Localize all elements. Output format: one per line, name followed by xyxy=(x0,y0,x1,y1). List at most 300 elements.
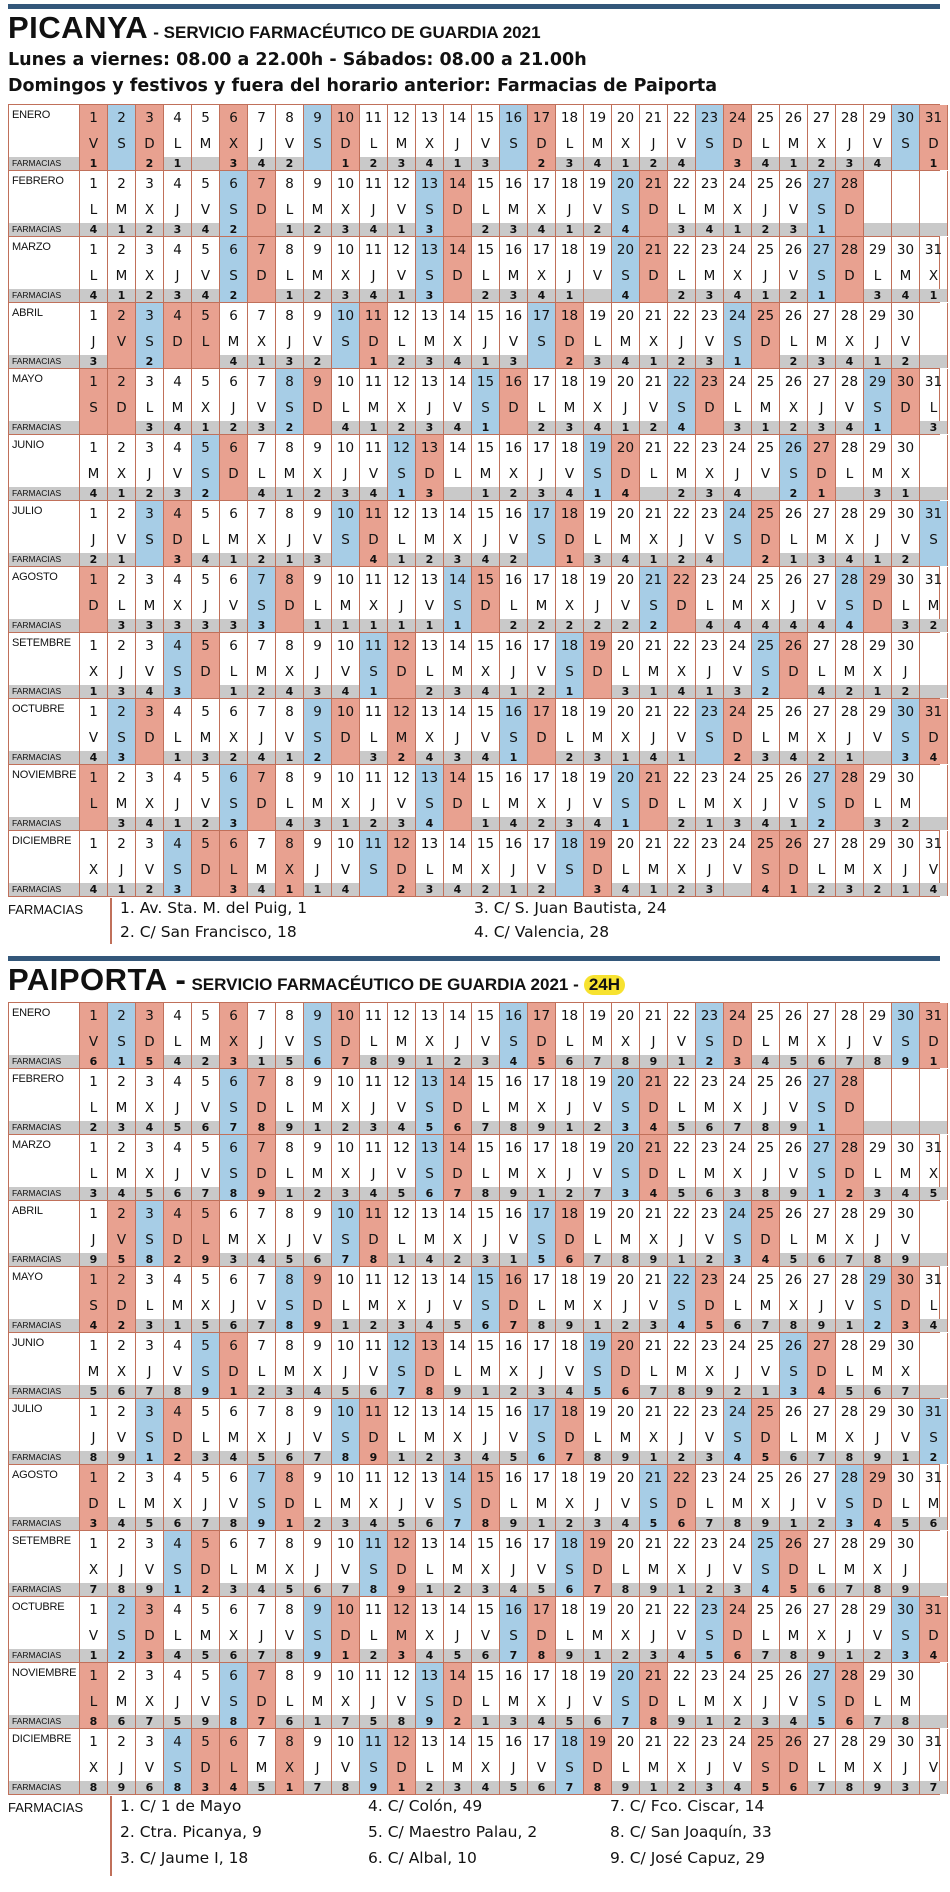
pharmacy-number: 1 xyxy=(584,1649,611,1662)
day-cell xyxy=(332,1135,360,1200)
pharmacy-number: 5 xyxy=(388,1187,415,1200)
day-cell xyxy=(808,567,836,632)
weekday-letter: V xyxy=(284,1628,295,1644)
weekday-letter: M xyxy=(563,1298,576,1314)
weekday-letter: S xyxy=(257,598,266,614)
weekday-letter: J xyxy=(119,664,124,680)
pharmacy-number: 1 xyxy=(304,619,331,632)
weekday-letter: J xyxy=(511,1562,516,1578)
day-cell xyxy=(80,1267,108,1332)
day-number: 5 xyxy=(201,1734,210,1750)
day-number: 19 xyxy=(588,1602,607,1618)
day-cell xyxy=(556,1531,584,1596)
day-number: 22 xyxy=(672,1734,691,1750)
day-number: 30 xyxy=(896,704,915,720)
day-cell xyxy=(556,1333,584,1398)
day-cell xyxy=(640,1729,668,1794)
pharmacy-number: 3 xyxy=(220,1583,247,1596)
pharmacy-number: 4 xyxy=(752,817,779,830)
weekday-letter: J xyxy=(91,1430,96,1446)
month-label-cell xyxy=(9,1267,80,1332)
day-number: 1 xyxy=(89,572,98,588)
pharmacy-number: 5 xyxy=(276,1253,303,1266)
day-cell xyxy=(472,303,500,368)
pharmacy-number xyxy=(108,157,135,170)
pharmacy-number xyxy=(108,421,135,434)
weekday-letter: D xyxy=(648,268,659,284)
weekday-letter: V xyxy=(900,334,911,350)
paiporta-header xyxy=(8,962,625,998)
day-cell xyxy=(780,1531,808,1596)
day-cell xyxy=(304,1069,332,1134)
day-number: 29 xyxy=(868,1602,887,1618)
day-number: 12 xyxy=(392,1734,411,1750)
month-name: JULIO xyxy=(12,505,43,517)
day-number: 27 xyxy=(812,1206,831,1222)
day-cell xyxy=(80,105,108,170)
day-cell xyxy=(892,567,920,632)
day-number: 12 xyxy=(392,1074,411,1090)
day-cell xyxy=(388,303,416,368)
day-number: 8 xyxy=(285,1734,294,1750)
day-cell xyxy=(920,435,948,500)
pharmacy-number xyxy=(360,883,387,896)
day-cell xyxy=(836,1663,864,1728)
day-cell xyxy=(276,1465,304,1530)
day-cell xyxy=(808,1399,836,1464)
pharmacy-number: 9 xyxy=(80,1253,107,1266)
day-number: 29 xyxy=(868,374,887,390)
day-cell xyxy=(136,1267,164,1332)
day-number: 14 xyxy=(448,704,467,720)
day-number: 9 xyxy=(313,1602,322,1618)
weekday-letter: J xyxy=(595,598,600,614)
day-number: 11 xyxy=(364,1338,383,1354)
day-number: 2 xyxy=(117,1338,126,1354)
pharmacy-number: 1 xyxy=(388,1451,415,1464)
weekday-letter: X xyxy=(424,1628,435,1644)
day-cell xyxy=(444,435,472,500)
day-cell xyxy=(892,831,920,896)
weekday-letter: D xyxy=(116,1298,127,1314)
day-number: 19 xyxy=(588,638,607,654)
weekday-letter: V xyxy=(872,1628,883,1644)
weekday-letter: D xyxy=(200,862,211,878)
day-cell xyxy=(752,1663,780,1728)
pharmacy-number: 4 xyxy=(556,1385,583,1398)
pharmacy-number: 6 xyxy=(220,1649,247,1662)
weekday-letter: M xyxy=(115,1166,128,1182)
day-number: 25 xyxy=(756,638,775,654)
day-cell xyxy=(136,1135,164,1200)
weekday-letter: X xyxy=(536,268,547,284)
pharmacy-number: 2 xyxy=(136,487,163,500)
day-cell xyxy=(808,1663,836,1728)
day-cell xyxy=(276,105,304,170)
day-number: 5 xyxy=(201,638,210,654)
weekday-letter: S xyxy=(817,1166,826,1182)
day-cell xyxy=(724,1201,752,1266)
day-cell xyxy=(192,831,220,896)
day-number: 10 xyxy=(336,572,355,588)
day-number: 20 xyxy=(616,308,635,324)
day-cell xyxy=(136,237,164,302)
weekday-letter: M xyxy=(451,1760,464,1776)
month-label-cell xyxy=(9,105,80,170)
weekday-letter: M xyxy=(507,1100,520,1116)
day-number: 20 xyxy=(616,1074,635,1090)
day-cell xyxy=(780,1267,808,1332)
weekday-letter: D xyxy=(452,796,463,812)
day-cell xyxy=(444,303,472,368)
day-cell xyxy=(612,303,640,368)
pharmacy-number: 3 xyxy=(836,883,863,896)
weekday-letter: D xyxy=(816,466,827,482)
month-row xyxy=(8,1002,943,1068)
day-cell xyxy=(612,567,640,632)
day-cell xyxy=(892,105,920,170)
pharmacy-number: 7 xyxy=(593,1583,602,1596)
weekday-letter: L xyxy=(929,1298,938,1314)
month-row xyxy=(8,104,943,170)
day-cell xyxy=(444,1135,472,1200)
day-cell xyxy=(164,435,192,500)
day-number: 6 xyxy=(229,440,238,456)
day-number: 12 xyxy=(392,1206,411,1222)
day-number: 9 xyxy=(313,1272,322,1288)
pharmacy-number: 3 xyxy=(173,553,182,566)
weekday-letter: M xyxy=(843,664,856,680)
weekday-letter xyxy=(864,1095,891,1121)
day-number: 15 xyxy=(476,110,495,126)
pharmacy-number: 7 xyxy=(453,1187,462,1200)
day-cell xyxy=(752,831,780,896)
day-number: 17 xyxy=(532,572,551,588)
day-number: 9 xyxy=(313,1074,322,1090)
weekday-letter: L xyxy=(565,1034,574,1050)
weekday-letter: V xyxy=(760,466,771,482)
day-cell xyxy=(864,1267,892,1332)
day-cell xyxy=(920,237,948,302)
day-cell xyxy=(668,1663,696,1728)
day-cell xyxy=(360,1531,388,1596)
day-number: 6 xyxy=(229,1734,238,1750)
weekday-letter: X xyxy=(424,136,435,152)
pharmacy-number: 7 xyxy=(808,1781,835,1794)
weekday-letter: X xyxy=(256,1430,267,1446)
weekday-letter: M xyxy=(339,598,352,614)
day-cell xyxy=(892,501,920,566)
pharmacy-number: 2 xyxy=(117,1649,126,1662)
day-cell xyxy=(192,699,220,764)
day-cell xyxy=(724,237,752,302)
day-number: 27 xyxy=(812,1470,831,1486)
weekday-letter: J xyxy=(147,1364,152,1380)
pharmacy-number: 3 xyxy=(220,619,247,632)
day-number: 16 xyxy=(504,1272,523,1288)
day-number: 29 xyxy=(868,308,887,324)
weekday-letter: J xyxy=(707,862,712,878)
pharmacy-number: 8 xyxy=(500,1121,527,1134)
day-cell xyxy=(640,237,668,302)
day-cell xyxy=(276,765,304,830)
day-number: 20 xyxy=(616,1404,635,1420)
weekday-letter: S xyxy=(425,202,434,218)
weekday-letter: J xyxy=(231,1298,236,1314)
weekday-letter: L xyxy=(677,268,686,284)
weekday-letter: V xyxy=(452,400,463,416)
day-cell xyxy=(472,1135,500,1200)
day-number: 7 xyxy=(257,1338,266,1354)
pharmacy-number: 5 xyxy=(248,1781,275,1794)
day-cell xyxy=(304,765,332,830)
day-cell xyxy=(808,369,836,434)
day-cell xyxy=(640,303,668,368)
weekday-letter: V xyxy=(312,1430,323,1446)
weekday-letter: D xyxy=(592,1760,603,1776)
day-number: 18 xyxy=(560,308,579,324)
weekday-letter: J xyxy=(567,268,572,284)
day-cell xyxy=(416,1333,444,1398)
day-number: 29 xyxy=(868,704,887,720)
weekday-letter: M xyxy=(311,796,324,812)
weekday-letter: S xyxy=(117,730,126,746)
pharmacy-number: 8 xyxy=(164,1385,191,1398)
day-cell xyxy=(248,1531,276,1596)
weekday-letter: V xyxy=(676,1034,687,1050)
day-number: 19 xyxy=(588,374,607,390)
day-cell xyxy=(556,699,584,764)
pharmacy-number: 5 xyxy=(192,1319,219,1332)
day-cell xyxy=(528,501,556,566)
day-cell xyxy=(220,1729,248,1794)
weekday-letter: X xyxy=(900,466,911,482)
pharmacy-number xyxy=(640,487,667,500)
pharmacy-number: 3 xyxy=(444,751,471,764)
weekday-letter: V xyxy=(340,1760,351,1776)
pharmacy-number: 3 xyxy=(173,883,182,896)
pharmacy-number: 1 xyxy=(556,223,583,236)
day-cell xyxy=(416,1267,444,1332)
pharmacy-number xyxy=(668,619,695,632)
day-number: 14 xyxy=(448,440,467,456)
pharmacy-number: 2 xyxy=(229,223,238,236)
weekday-letter: M xyxy=(451,1562,464,1578)
pharmacy-number: 6 xyxy=(276,1451,303,1464)
pharmacy-number: 7 xyxy=(136,1385,163,1398)
pharmacy-number: 2 xyxy=(556,751,583,764)
pharmacy-number: 4 xyxy=(920,883,947,896)
weekday-letter: D xyxy=(732,136,743,152)
weekday-letter: M xyxy=(311,202,324,218)
pharmacy-number xyxy=(304,157,331,170)
pharmacy-number: 5 xyxy=(780,1253,807,1266)
day-number: 29 xyxy=(868,440,887,456)
weekday-letter: M xyxy=(143,598,156,614)
day-cell xyxy=(752,303,780,368)
pharmacy-number: 9 xyxy=(136,1583,163,1596)
pharmacy-number: 5 xyxy=(360,1715,387,1728)
day-number: 14 xyxy=(448,1734,467,1750)
day-number: 24 xyxy=(728,176,747,192)
day-cell xyxy=(444,699,472,764)
weekday-letter xyxy=(920,1557,947,1583)
day-number: 11 xyxy=(364,440,383,456)
weekday-letter: D xyxy=(900,400,911,416)
day-number: 30 xyxy=(896,1536,915,1552)
day-number: 23 xyxy=(700,176,719,192)
pharmacy-number: 3 xyxy=(864,817,891,830)
day-cell xyxy=(836,1135,864,1200)
legend-item: 2. C/ San Francisco, 18 xyxy=(120,923,297,941)
pharmacy-number: 2 xyxy=(248,685,275,698)
day-cell xyxy=(444,1267,472,1332)
pharmacy-number: 6 xyxy=(808,1583,835,1596)
day-cell xyxy=(920,1201,948,1266)
day-cell xyxy=(108,435,136,500)
weekday-letter: L xyxy=(173,1034,182,1050)
weekday-letter: M xyxy=(255,664,268,680)
pharmacy-number: 7 xyxy=(257,1715,266,1728)
day-cell xyxy=(248,1003,276,1068)
day-number: 3 xyxy=(145,176,154,192)
day-cell xyxy=(220,1267,248,1332)
pharmacy-number: 4 xyxy=(416,751,443,764)
day-number: 12 xyxy=(392,572,411,588)
day-cell xyxy=(836,1333,864,1398)
pharmacy-number: 9 xyxy=(780,1187,807,1200)
weekday-letter: M xyxy=(619,532,632,548)
farmacias-row-label: FARMACIAS xyxy=(9,1055,79,1068)
day-number: 22 xyxy=(672,704,691,720)
farmacias-row-label: FARMACIAS xyxy=(9,619,79,632)
day-cell xyxy=(584,1597,612,1662)
day-cell xyxy=(528,633,556,698)
weekday-letter: L xyxy=(593,334,602,350)
day-cell xyxy=(220,567,248,632)
picanya-hours-sundays: Domingos y festivos y fuera del horario anterior: Farmacias de Paiporta xyxy=(8,76,718,96)
day-cell xyxy=(304,1597,332,1662)
day-number: 15 xyxy=(476,374,495,390)
pharmacy-number: 8 xyxy=(481,1517,490,1530)
day-number: 17 xyxy=(532,308,551,324)
weekday-letter: S xyxy=(929,1430,938,1446)
day-number: 13 xyxy=(420,242,439,258)
day-number: 6 xyxy=(229,176,238,192)
day-number: 4 xyxy=(173,1074,182,1090)
pharmacy-number: 7 xyxy=(332,1583,359,1596)
weekday-letter: X xyxy=(620,730,631,746)
pharmacy-number: 4 xyxy=(864,157,891,170)
day-cell xyxy=(304,369,332,434)
day-number: 31 xyxy=(924,704,943,720)
day-number: 4 xyxy=(173,1404,182,1420)
day-cell xyxy=(80,765,108,830)
day-number: 19 xyxy=(588,1272,607,1288)
day-cell xyxy=(192,765,220,830)
pharmacy-number: 3 xyxy=(584,1517,611,1530)
weekday-letter: X xyxy=(872,664,883,680)
pharmacy-number: 5 xyxy=(761,1451,770,1464)
weekday-letter: L xyxy=(201,1232,210,1248)
pharmacy-number: 6 xyxy=(304,1583,331,1596)
pharmacy-number: 7 xyxy=(621,1715,630,1728)
pharmacy-number: 5 xyxy=(892,1517,919,1530)
pharmacy-number: 3 xyxy=(444,553,471,566)
weekday-letter: L xyxy=(397,1430,406,1446)
pharmacy-number: 3 xyxy=(388,157,415,170)
weekday-letter: S xyxy=(341,1232,350,1248)
weekday-letter: D xyxy=(284,1496,295,1512)
day-number: 26 xyxy=(784,1008,803,1024)
weekday-letter: L xyxy=(285,1100,294,1116)
day-cell xyxy=(808,1003,836,1068)
pharmacy-number: 5 xyxy=(500,1781,527,1794)
day-cell xyxy=(276,1531,304,1596)
day-number: 7 xyxy=(257,1734,266,1750)
weekday-letter: X xyxy=(116,466,127,482)
day-cell xyxy=(360,105,388,170)
weekday-letter: X xyxy=(424,1034,435,1050)
day-cell xyxy=(220,1201,248,1266)
weekday-letter: J xyxy=(539,466,544,482)
day-cell xyxy=(808,1729,836,1794)
day-number: 11 xyxy=(364,1602,383,1618)
weekday-letter: J xyxy=(819,1298,824,1314)
day-cell xyxy=(388,501,416,566)
weekday-letter: J xyxy=(427,1298,432,1314)
day-cell xyxy=(668,1399,696,1464)
day-cell xyxy=(248,1201,276,1266)
day-cell xyxy=(332,171,360,236)
day-cell xyxy=(444,765,472,830)
pharmacy-number: 9 xyxy=(108,1451,135,1464)
day-cell xyxy=(864,831,892,896)
day-cell xyxy=(836,303,864,368)
day-number: 24 xyxy=(728,638,747,654)
pharmacy-number: 3 xyxy=(257,619,266,632)
pharmacy-number: 2 xyxy=(584,223,611,236)
day-number: 10 xyxy=(336,308,355,324)
pharmacy-number: 3 xyxy=(472,1253,499,1266)
day-number: 28 xyxy=(840,1008,859,1024)
day-cell xyxy=(808,831,836,896)
weekday-letter: L xyxy=(873,796,882,812)
pharmacy-number xyxy=(192,685,219,698)
pharmacy-number: 3 xyxy=(425,289,434,302)
day-cell xyxy=(920,369,948,434)
day-cell xyxy=(388,1069,416,1134)
day-cell xyxy=(556,369,584,434)
pharmacy-number: 3 xyxy=(108,1121,135,1134)
day-number: 5 xyxy=(201,1668,210,1684)
day-number: 29 xyxy=(868,506,887,522)
pharmacy-number: 1 xyxy=(360,619,387,632)
weekday-letter: V xyxy=(228,1496,239,1512)
pharmacy-number: 9 xyxy=(752,1517,779,1530)
day-number: 22 xyxy=(672,1536,691,1552)
day-cell xyxy=(276,633,304,698)
day-number: 30 xyxy=(896,1206,915,1222)
month-label-cell xyxy=(9,171,80,236)
weekday-letter: M xyxy=(115,268,128,284)
day-cell xyxy=(612,1333,640,1398)
day-cell xyxy=(584,105,612,170)
weekday-letter: D xyxy=(452,1166,463,1182)
pharmacy-number: 6 xyxy=(108,1715,135,1728)
day-cell xyxy=(220,369,248,434)
pharmacy-number: 3 xyxy=(145,1649,154,1662)
